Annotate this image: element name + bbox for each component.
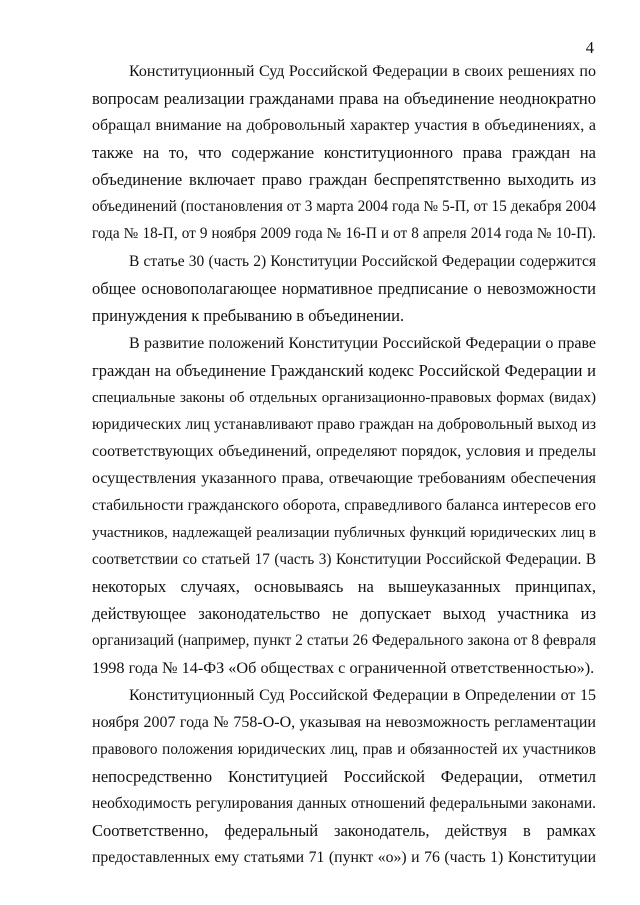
text-line: осуществления указанного права, отвечающие требованиям обеспечения	[92, 470, 596, 487]
text-line: В развитие положений Конституции Российской Федерации о праве	[129, 335, 596, 352]
text-line: некоторых случаях, основываясь на вышеуказанных принципах,	[92, 577, 596, 596]
text-line: Конституционный Суд Российской Федерации в Определении от 15	[129, 687, 596, 704]
text-line: участников, надлежащей реализации публичных функций юридических лиц в	[92, 525, 596, 541]
text-line: соответствующих объединений, определяют порядок, условия и пределы	[92, 443, 596, 460]
text-line: непосредственно Конституцией Российской Федерации, отметил	[92, 767, 596, 786]
text-line: соответствии со статьей 17 (часть 3) Конституции Российской Федерации. В	[92, 551, 596, 568]
text-line: Конституционный Суд Российской Федерации в своих решениях по	[129, 63, 596, 80]
text-line: Соответственно, федеральный законодатель, действуя в рамках	[92, 821, 596, 840]
text-line: обращал внимание на добровольный характер участия в объединениях, а	[92, 117, 596, 134]
page-number: 4	[585, 38, 594, 57]
text-line: объединение включает право граждан беспрепятственно выходить из	[92, 170, 596, 189]
text-line: юридических лиц устанавливают право граждан на добровольный выход из	[92, 416, 596, 433]
text-line: также на то, что содержание конституционного права граждан на	[92, 143, 596, 162]
text-line: стабильности гражданского оборота, справедливого баланса интересов его	[92, 497, 596, 514]
text-line: В статье 30 (часть 2) Конституции Российской Федерации содержится	[129, 253, 596, 270]
text-line: 1998 года № 14-ФЗ «Об обществах с ограниченной ответственностью»).	[92, 659, 595, 677]
text-line: общее основополагающее нормативное предписание о невозможности	[92, 279, 596, 298]
text-line: предоставленных ему статьями 71 (пункт «о») и 76 (часть 1) Конституции	[92, 849, 596, 866]
text-line: граждан на объединение Гражданский кодекс Российской Федерации и	[92, 361, 596, 380]
text-line: организаций (например, пункт 2 статьи 26 Федерального закона от 8 февраля	[92, 632, 596, 649]
text-line: ноября 2007 года № 758-О-О, указывая на невозможность регламентации	[92, 714, 596, 731]
text-line: вопросам реализации гражданами права на объединение неоднократно	[92, 89, 596, 108]
text-line: принуждения к пребыванию в объединении.	[92, 306, 405, 325]
text-line: года № 18-П, от 9 ноября 2009 года № 16-П и от 8 апреля 2014 года № 10-П).	[92, 225, 596, 242]
text-line: действующее законодательство не допускает выход участника из	[92, 604, 596, 623]
text-line: необходимость регулирования данных отношений федеральными законами.	[92, 795, 596, 812]
text-line: правового положения юридических лиц, прав и обязанностей их участников	[92, 741, 596, 758]
text-line: специальные законы об отдельных организационно-правовых формах (видах)	[92, 390, 596, 406]
text-line: объединений (постановления от 3 марта 2004 года № 5-П, от 15 декабря 2004	[92, 198, 596, 215]
